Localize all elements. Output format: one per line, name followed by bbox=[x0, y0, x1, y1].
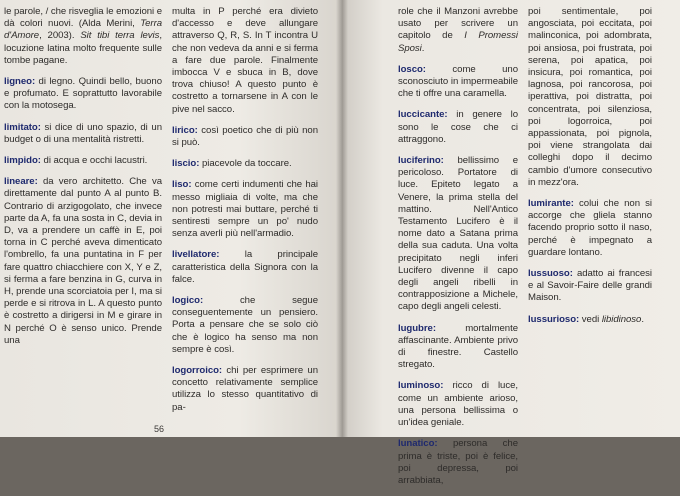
lemma: luminoso: bbox=[398, 380, 444, 392]
entry-continuation bbox=[172, 6, 318, 116]
entry-lussurioso bbox=[528, 314, 652, 326]
book-title: I Promessi Sposi bbox=[398, 30, 518, 54]
definition: persona che prima è triste, poi è felice, poi depressa, poi arrabbiata, bbox=[398, 438, 518, 486]
definition: come uno sconosciuto in impermeabile che ti offre una caramella. bbox=[398, 63, 518, 100]
definition: adatto ai francesi e al Savoir-Faire delle grandi Maison. bbox=[528, 268, 652, 304]
definition: ricco di luce, come un ambiente arioso, una persona bellissima o un'idea geniale. bbox=[398, 380, 518, 429]
entry-limitato bbox=[4, 122, 162, 146]
entry-liscio bbox=[172, 158, 318, 170]
lemma: logorroico: bbox=[172, 365, 223, 377]
lemma: limitato: bbox=[4, 121, 41, 133]
entry-losco bbox=[398, 64, 518, 101]
intro-title: Terra d'Amore bbox=[4, 18, 162, 42]
entry-continuation bbox=[398, 6, 518, 55]
column-2 bbox=[172, 0, 318, 423]
entry-lussuoso bbox=[528, 268, 652, 305]
left-page bbox=[0, 0, 342, 437]
lemma: lunatico: bbox=[398, 438, 438, 450]
intro-quote: Sit tibi terra levis bbox=[80, 30, 160, 42]
lemma: lussuoso: bbox=[528, 268, 573, 280]
entry-lugubre bbox=[398, 323, 518, 372]
definition: mortalmente affascinante. Ambiente privo di finestre. Castello stregato. bbox=[398, 322, 518, 371]
column-3 bbox=[398, 0, 518, 496]
definition: si dice di uno spazio, di un budget o di una mentalità ristretti. bbox=[4, 121, 162, 145]
definition: colui che non si accorge che gliela stanno facendo proprio sotto il naso, perché è impegnato a guardare lontano. bbox=[528, 198, 652, 258]
definition: role che il Manzoni avrebbe usato per scrivere un capitolo de bbox=[398, 6, 518, 42]
definition-end: . bbox=[641, 313, 644, 325]
lemma: liso: bbox=[172, 179, 192, 191]
entry-luminoso bbox=[398, 380, 518, 429]
lemma: ligneo: bbox=[4, 76, 36, 88]
entry-liso bbox=[172, 179, 318, 240]
definition: poi sentimentale, poi angosciata, poi eccitata, poi malinconica, poi adombrata, poi ansiosa, poi frustrata, poi serena, poi apatica, poi insicura, poi romantica, poi lagnosa, poi rancorosa, poi iperattiva, poi distratta, poi concentrata, poi silenziosa, poi logorroica, poi appassionata, poi pignola, poi viene strangolata dai colleghi dopo il decimo cambio d'umore consecutivo in mezz'ora. bbox=[528, 6, 652, 188]
entry-lirico bbox=[172, 125, 318, 149]
entry-limpido bbox=[4, 155, 162, 167]
entry-livellatore bbox=[172, 249, 318, 286]
lemma: lineare: bbox=[4, 176, 38, 188]
entry-luccicante bbox=[398, 109, 518, 146]
entry-continuation bbox=[4, 6, 162, 67]
entry-continuation bbox=[528, 6, 652, 189]
intro-end: , locuzione latina molto frequente sulle tombe pagane. bbox=[4, 30, 163, 66]
definition: la principale caratteristica della Signora con la falce. bbox=[172, 249, 318, 285]
entry-lumirante bbox=[528, 198, 652, 259]
lemma: luccicante: bbox=[398, 109, 448, 121]
entry-luciferino bbox=[398, 155, 518, 314]
definition-end: . bbox=[421, 42, 425, 54]
lemma: losco: bbox=[398, 63, 426, 75]
definition: in genere lo sono le cose che ci attraggono. bbox=[398, 109, 518, 145]
intro-mid: , 2003). bbox=[39, 30, 75, 42]
definition: chi per esprimere un concetto relativamente semplice utilizza lo stesso quantitativo di pa- bbox=[172, 365, 318, 413]
definition: di legno. Quindi bello, buono e profumato. E soprattutto lavorabile con la motosega. bbox=[4, 76, 162, 112]
book-gutter bbox=[336, 0, 348, 437]
entry-lunatico bbox=[398, 438, 518, 487]
definition: da vero architetto. Che va direttamente dal punto A al punto B. Contrario di arzigogolato, che invece parte da A, fa una sosta in C, devia in D, va a prendere un caffè in E, poi torna in C perché aveva dimenticato l'ombrello, fa una puntatina in F per fare quattro chiacchiere con X, Y e Z, si ferma a fare benzina in G, curva in H, prende una scorciatoia per I, ma si perde e si ritrova in L. A questo punto è costretto a dirigersi in M e girare in N perché O è senso unico. Prende una bbox=[4, 176, 162, 346]
lemma: logico: bbox=[172, 295, 204, 307]
entry-logico bbox=[172, 295, 318, 356]
definition: vedi bbox=[581, 313, 600, 325]
page-number: 56 bbox=[154, 424, 165, 434]
definition: come certi indumenti che hai messo migliaia di volte, ma che non potresti mai buttare, perché ti sentiresti sempre un po' nudo senza averli più nell'armadio. bbox=[172, 179, 318, 240]
definition: che segue conseguentemente un pensiero. Porta a pensare che se solo ciò che è logico ha senso ma non sempre è così. bbox=[172, 295, 318, 355]
definition: così poetico che di più non si può. bbox=[172, 124, 318, 149]
lemma: livellatore: bbox=[172, 249, 220, 261]
lemma: lumirante: bbox=[528, 198, 574, 210]
entry-lineare bbox=[4, 176, 162, 347]
lemma: lirico: bbox=[172, 124, 198, 136]
definition: multa in P perché era divieto d'accesso e deve allungare attraverso Q, R, S. In T incontra U che non vedeva da anni e si ferma a fare due parole. Finalmente imbocca V e sbuca in B, dove trova chiuso! A questo punto è costretto a tornarsene in A con le pive nel sacco. bbox=[172, 6, 318, 115]
definition: bellissimo e pericoloso. Portatore di luce. Epiteto legato a Venere, la prima stella del mattino. Nell'Antico Testamento Lucifero è il nome dato a Satana prima della sua caduta. Una volta precipitato negli inferi Lucifero divenne il capo degli angeli ribelli in contrapposizione a Michele, capo degli angeli celesti. bbox=[398, 155, 518, 313]
entry-ligneo bbox=[4, 76, 162, 113]
column-1 bbox=[4, 0, 162, 356]
entry-logorroico bbox=[172, 365, 318, 414]
intro-text: le parole, / che risveglia le emozioni e dà colori nuovi. (Alda Merini, bbox=[4, 6, 162, 30]
definition: piacevole da toccare. bbox=[202, 158, 292, 170]
cross-reference: libidinoso bbox=[601, 313, 642, 325]
lemma: liscio: bbox=[172, 158, 200, 170]
definition: di acqua e occhi lacustri. bbox=[43, 155, 148, 167]
lemma: lussurioso: bbox=[528, 313, 580, 325]
lemma: lugubre: bbox=[398, 322, 436, 334]
column-4 bbox=[528, 0, 652, 335]
lemma: luciferino: bbox=[398, 155, 444, 167]
lemma: limpido: bbox=[4, 155, 41, 167]
